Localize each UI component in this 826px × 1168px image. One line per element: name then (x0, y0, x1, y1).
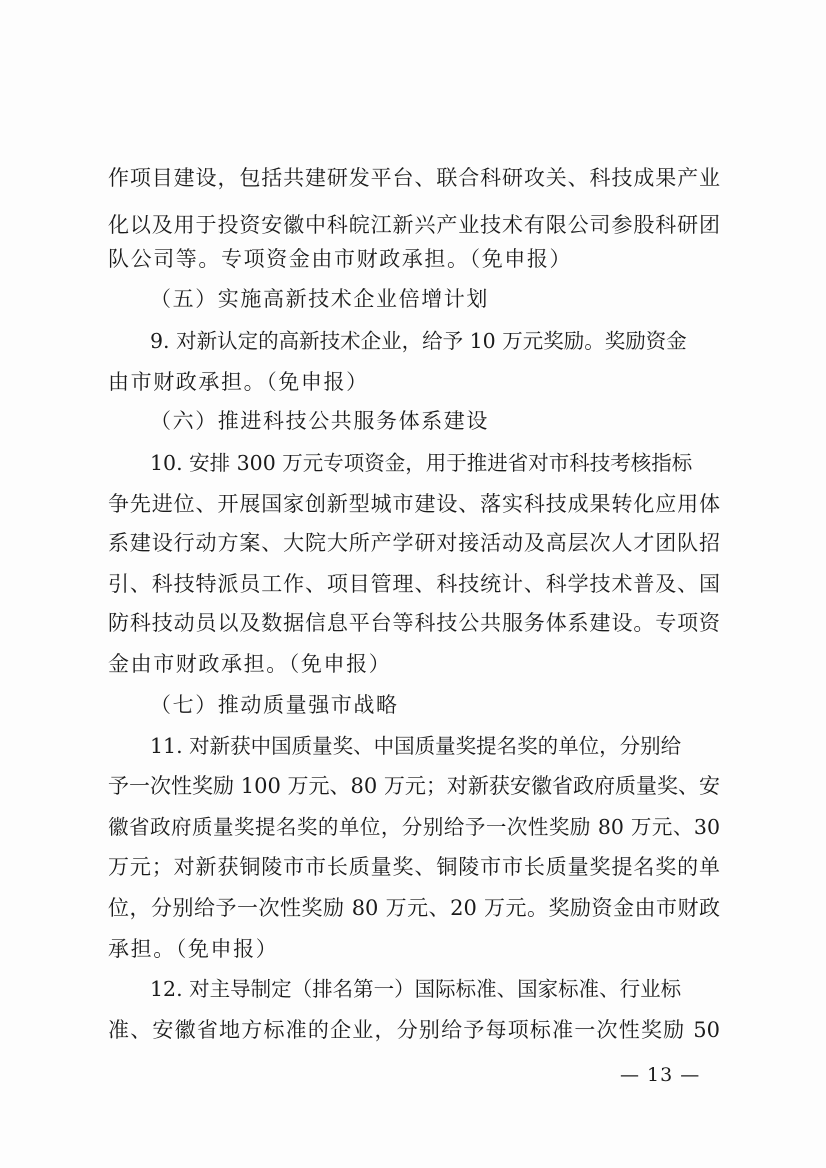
body-text-line: 化以及用于投资安徽中科皖江新兴产业技术有限公司参股科研团 (108, 213, 720, 237)
body-text-line: 争先进位、开展国家创新型城市建设、落实科技成果转化应用体 (108, 492, 720, 516)
body-text-line: 位，分别给予一次性奖励 80 万元、20 万元。奖励资金由市财政 (108, 896, 720, 920)
body-text-line: 作项目建设，包括共建研发平台、联合科研攻关、科技成果产业 (108, 166, 720, 190)
body-text-line: 由市财政承担。（免申报） (108, 370, 369, 394)
body-text-line: 队公司等。专项资金由市财政承担。（免申报） (108, 247, 573, 271)
section-heading: （七）推动质量强市战略 (150, 693, 399, 717)
body-text-line: 引、科技特派员工作、项目管理、科技统计、科学技术普及、国 (108, 572, 720, 596)
section-heading: （五）实施高新技术企业倍增计划 (150, 287, 489, 311)
body-text-line: 予一次性奖励 100 万元、80 万元；对新获安徽省政府质量奖、安 (108, 774, 720, 798)
section-heading: （六）推进科技公共服务体系建设 (150, 409, 489, 433)
page-number: — 13 — (620, 1064, 701, 1086)
body-text-line: 金由市财政承担。（免申报） (108, 652, 392, 676)
body-text-line: 万元；对新获铜陵市市长质量奖、铜陵市市长质量奖提名奖的单 (108, 855, 720, 879)
body-text-line: 徽省政府质量奖提名奖的单位，分别给予一次性奖励 80 万元、30 (108, 815, 720, 839)
body-text-line: 10. 安排 300 万元专项资金，用于推进省对市科技考核指标 (150, 451, 693, 475)
body-text-line: 9. 对新认定的高新技术企业，给予 10 万元奖励。奖励资金 (150, 329, 687, 353)
body-text-line: 准、安徽省地方标准的企业，分别给予每项标准一次性奖励 50 (108, 1018, 720, 1042)
body-text-line: 承担。（免申报） (108, 937, 279, 961)
body-text-line: 12. 对主导制定（排名第一）国际标准、国家标准、行业标 (150, 977, 682, 1001)
body-text-line: 系建设行动方案、大院大所产学研对接活动及高层次人才团队招 (108, 531, 720, 555)
body-text-line: 11. 对新获中国质量奖、中国质量奖提名奖的单位，分别给 (150, 734, 682, 758)
body-text-line: 防科技动员以及数据信息平台等科技公共服务体系建设。专项资 (108, 611, 720, 635)
